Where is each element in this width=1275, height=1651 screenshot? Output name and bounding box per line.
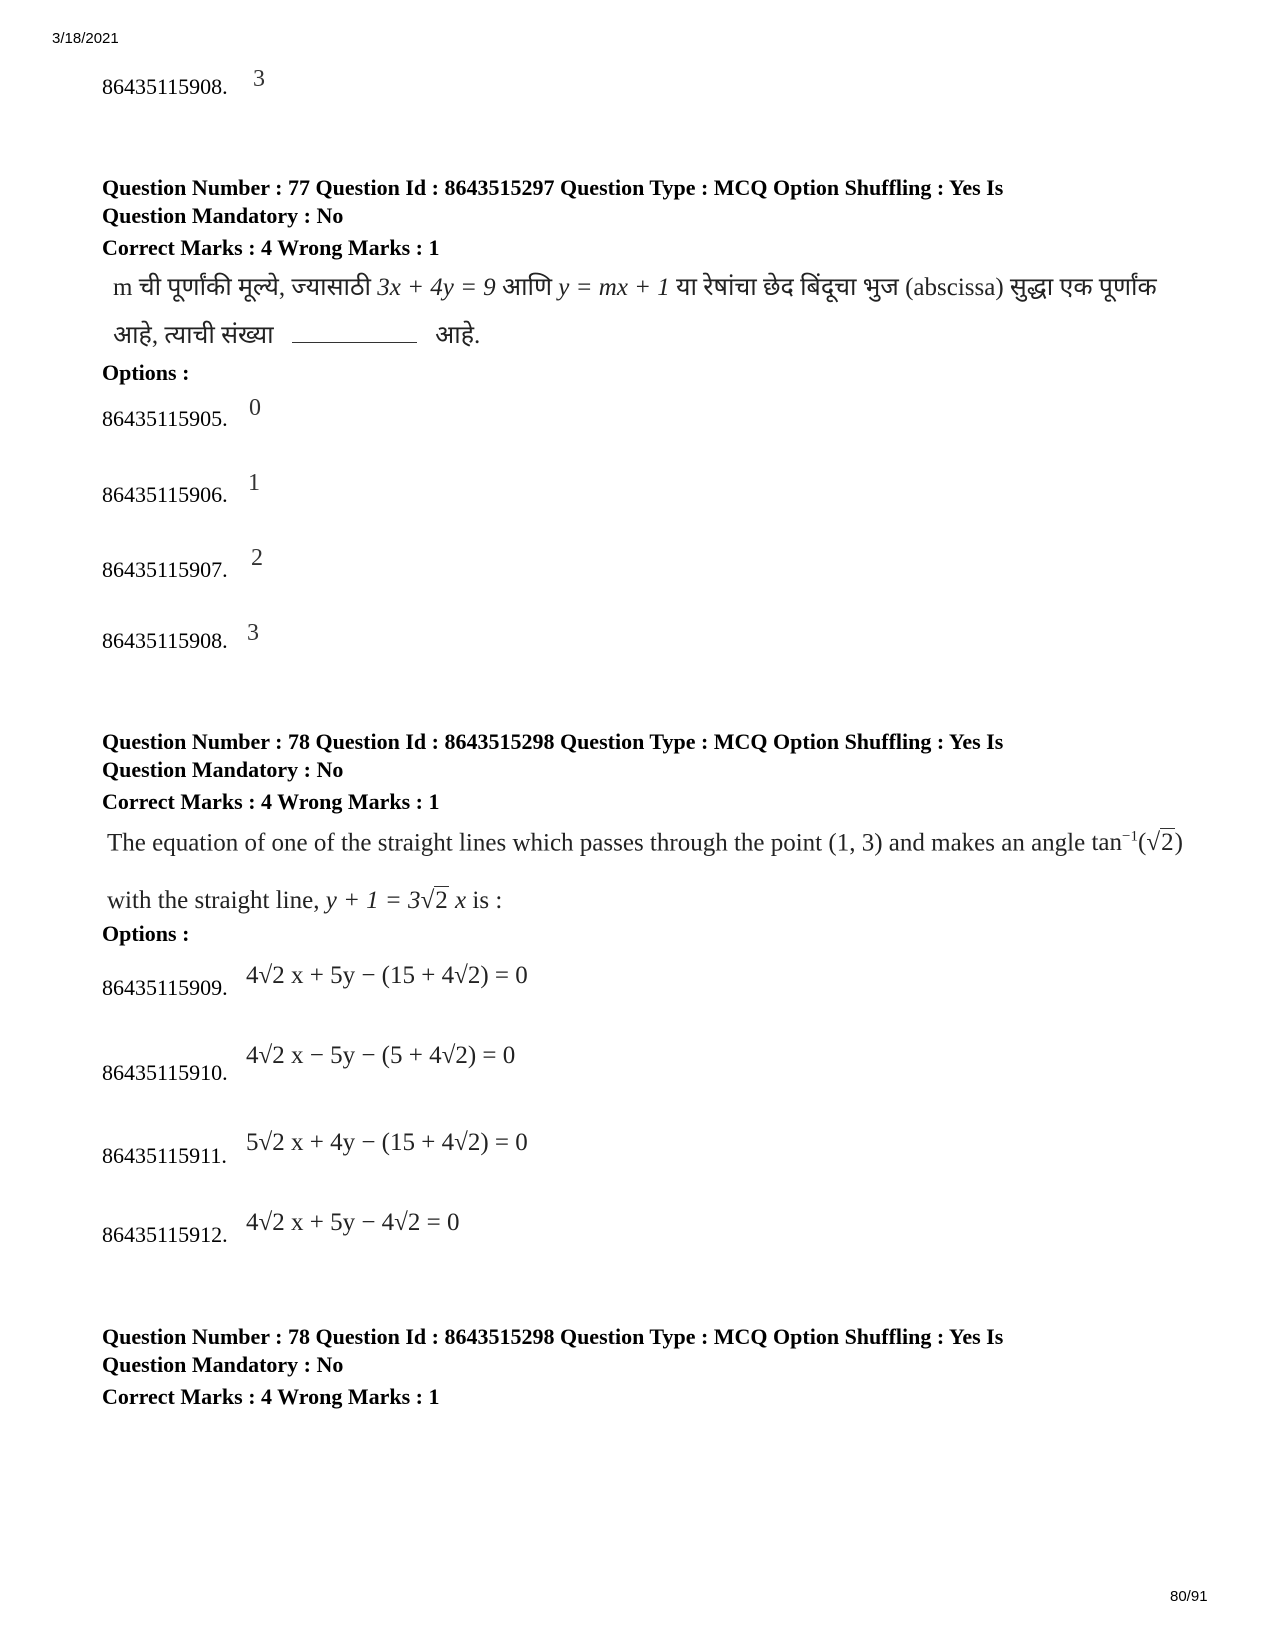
print-date: 3/18/2021 (52, 30, 119, 47)
option-expression: 4√2 x − 5y − (5 + 4√2) = 0 (246, 1042, 516, 1069)
question-meta-line: Question Number : 77 Question Id : 8643515297 Question Type : MCQ Option Shuffling : Yes Is (102, 175, 1004, 200)
math-equation: y = mx + 1 (558, 274, 670, 301)
question-text-part: m ची पूर्णांकी मूल्ये, ज्यासाठी (113, 274, 371, 301)
option-value: 3 (247, 620, 259, 646)
option-expression: 5√2 x + 4y − (15 + 4√2) = 0 (246, 1129, 528, 1156)
sqrt-radicand: 2 (435, 887, 448, 915)
question-meta-line: Question Mandatory : No (102, 757, 344, 782)
options-label: Options : (102, 921, 190, 946)
question-text (107, 808, 1197, 930)
question-meta (102, 728, 1182, 784)
page-number: 80/91 (1170, 1588, 1208, 1605)
math-sup: −1 (1122, 829, 1138, 845)
answer-blank (292, 320, 417, 343)
option-id: 86435115912. (102, 1222, 228, 1247)
question-text-part: आहे. (435, 322, 481, 349)
question-text-part: with the straight line, (107, 887, 320, 915)
math-expression: $\tan^{-1}(√2)$ (1091, 829, 1182, 856)
option-id: 86435115907. (102, 557, 228, 582)
math-var: x (455, 887, 467, 915)
math-equation: 3x + 4y = 9 (377, 274, 496, 301)
math-expression (326, 887, 473, 914)
option-value: 2 (251, 545, 263, 571)
question-text-part: आणि (501, 274, 553, 301)
question-meta-line: Question Mandatory : No (102, 203, 344, 228)
question-marks: Correct Marks : 4 Wrong Marks : 1 (102, 1384, 440, 1409)
question-text-part: या रेषांचा छेद बिंदूचा भुज (abscissa) सुद्धा एक पूर्णांक आहे, त्याची संख्या (113, 274, 1157, 349)
question-text-part: is : (472, 887, 503, 915)
option-id: 86435115909. (102, 975, 228, 1000)
question-meta-line: Question Number : 78 Question Id : 8643515298 Question Type : MCQ Option Shuffling : Yes Is (102, 1324, 1004, 1349)
option-id: 86435115908. (102, 74, 228, 99)
question-meta-line: Question Mandatory : No (102, 1352, 344, 1377)
option-id: 86435115910. (102, 1060, 228, 1085)
option-value: 0 (249, 395, 261, 421)
option-id: 86435115905. (102, 406, 228, 431)
option-expression: 4√2 x + 5y − (15 + 4√2) = 0 (246, 962, 528, 989)
question-text-part: The equation of one of the straight lines which passes through the point (1, 3) and makes an angle (107, 829, 1086, 857)
option-value: 3 (253, 66, 265, 92)
math-fn: tan (1091, 829, 1123, 857)
option-id: 86435115908. (102, 628, 228, 653)
question-meta (102, 1323, 1182, 1379)
sqrt-symbol: √2 (420, 887, 448, 915)
option-id: 86435115911. (102, 1143, 227, 1168)
sqrt-radicand: 2 (1161, 829, 1174, 857)
sqrt-symbol: √2 (1146, 829, 1174, 857)
question-meta-line: Question Number : 78 Question Id : 8643515298 Question Type : MCQ Option Shuffling : Yes Is (102, 729, 1004, 754)
options-label: Options : (102, 360, 190, 385)
question-text (113, 264, 1203, 360)
option-expression: 4√2 x + 5y − 4√2 = 0 (246, 1209, 460, 1236)
question-marks: Correct Marks : 4 Wrong Marks : 1 (102, 789, 440, 814)
question-marks: Correct Marks : 4 Wrong Marks : 1 (102, 235, 440, 260)
question-meta (102, 174, 1182, 230)
option-value: 1 (248, 470, 260, 496)
option-id: 86435115906. (102, 482, 228, 507)
math-part: y + 1 = 3 (325, 887, 421, 915)
